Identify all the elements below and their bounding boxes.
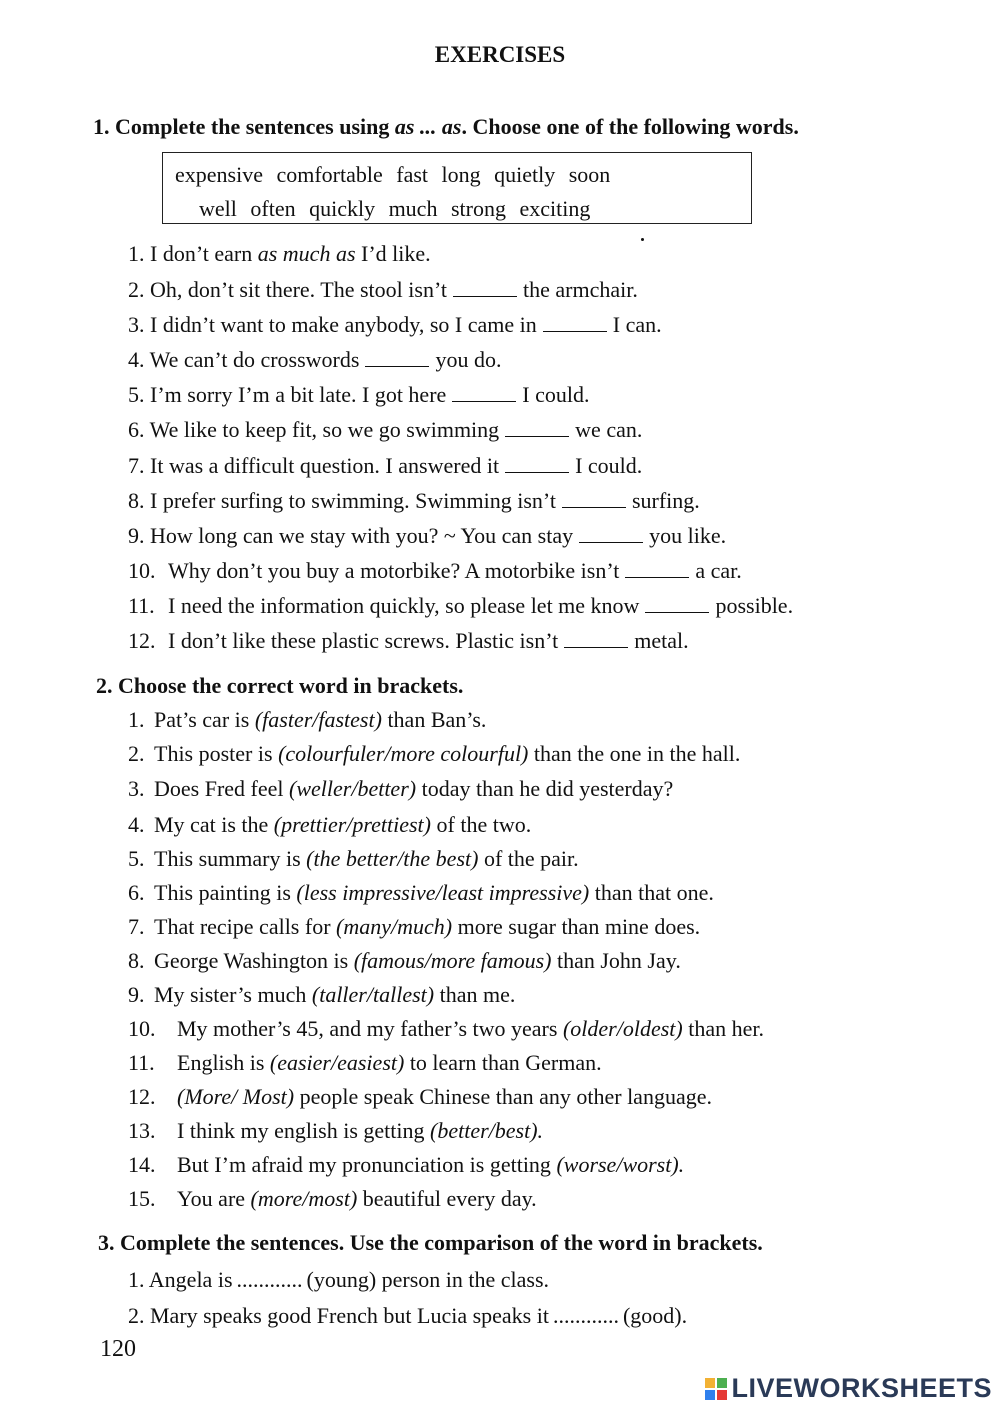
answer-blank[interactable] (543, 313, 607, 332)
section-1-heading: 1. Complete the sentences using as ... as. Choose one of the following words. (93, 114, 799, 139)
s2-item-7: 7. That recipe calls for (many/much) more sugar than mine does. (128, 914, 701, 939)
answer-blank[interactable] (564, 629, 628, 648)
s2-item-4: 4. My cat is the (prettier/prettiest) of the two. (128, 812, 532, 837)
s2-item-11: 11. English is (easier/easiest) to learn than German. (128, 1050, 602, 1075)
page-number: 120 (100, 1336, 136, 1362)
answer-blank[interactable] (365, 348, 429, 367)
liveworksheets-icon (705, 1378, 727, 1400)
s1-item-1: 1. I don’t earn as much as I’d like. (128, 241, 431, 266)
s3-item-1: 1. Angela is ............ (young) person in the class. (128, 1267, 550, 1292)
answer-blank[interactable] (645, 594, 709, 613)
s2-item-6: 6. This painting is (less impressive/least impressive) than that one. (128, 880, 714, 905)
answer-dots[interactable]: ............ (552, 1303, 619, 1328)
s1-item-4: 4. We can’t do crosswords you do. (128, 347, 502, 372)
s1-item-2: 2. Oh, don’t sit there. The stool isn’t the armchair. (128, 277, 638, 302)
s1-item-10: 10. Why don’t you buy a motorbike? A motorbike isn’t a car. (128, 558, 742, 583)
s1-item-9: 9. How long can we stay with you? ~ You can stay you like. (128, 523, 727, 548)
s2-item-5: 5. This summary is (the better/the best) of the pair. (128, 846, 579, 871)
answer-blank[interactable] (452, 383, 516, 402)
liveworksheets-logo[interactable]: LIVEWORKSHEETS (705, 1373, 992, 1404)
s2-item-9: 9. My sister’s much (taller/tallest) than me. (128, 982, 516, 1007)
s1-item-8: 8. I prefer surfing to swimming. Swimming isn’t surfing. (128, 488, 700, 513)
word-box (162, 152, 752, 224)
s1-item-3: 3. I didn’t want to make anybody, so I came in I can. (128, 312, 662, 337)
answer-blank[interactable] (579, 524, 643, 543)
s2-item-3: 3. Does Fred feel (weller/better) today than he did yesterday? (128, 776, 674, 801)
answer-blank[interactable] (505, 454, 569, 473)
s2-item-15: 15. You are (more/most) beautiful every day. (128, 1186, 537, 1211)
s2-item-1: 1. Pat’s car is (faster/fastest) than Ban’s. (128, 707, 487, 732)
word-box-row-1: expensive comfortable fast long quietly soon (175, 162, 611, 187)
s3-item-2: 2. Mary speaks good French but Lucia speaks it ............ (good). (128, 1303, 688, 1328)
s2-item-14: 14. But I’m afraid my pronunciation is getting (worse/worst). (128, 1152, 685, 1177)
s1-item-5: 5. I’m sorry I’m a bit late. I got here I could. (128, 382, 590, 407)
s1-item-6: 6. We like to keep fit, so we go swimming we can. (128, 417, 643, 442)
print-speck (641, 238, 644, 241)
s1-item-12: 12. I don’t like these plastic screws. Plastic isn’t metal. (128, 628, 689, 653)
answer-blank[interactable] (625, 559, 689, 578)
s1-item-11: 11. I need the information quickly, so please let me know possible. (128, 593, 794, 618)
word-box-row-2: well often quickly much strong exciting (199, 196, 591, 221)
s2-item-8: 8. George Washington is (famous/more famous) than John Jay. (128, 948, 681, 973)
s2-item-12: 12. (More/ Most) people speak Chinese than any other language. (128, 1084, 712, 1109)
answer-blank[interactable] (505, 418, 569, 437)
page-title: EXERCISES (434, 42, 566, 67)
answer-blank[interactable] (453, 278, 517, 297)
s2-item-13: 13. I think my english is getting (better/best). (128, 1118, 544, 1143)
s1-item-7: 7. It was a difficult question. I answered it I could. (128, 453, 643, 478)
section-2-heading: 2. Choose the correct word in brackets. (96, 673, 464, 698)
s2-item-2: 2. This poster is (colourfuler/more colourful) than the one in the hall. (128, 741, 741, 766)
answer-dots[interactable]: ............ (236, 1267, 303, 1292)
s2-item-10: 10. My mother’s 45, and my father’s two years (older/oldest) than her. (128, 1016, 764, 1041)
section-3-heading: 3. Complete the sentences. Use the comparison of the word in brackets. (98, 1230, 763, 1255)
answer-blank[interactable] (562, 489, 626, 508)
